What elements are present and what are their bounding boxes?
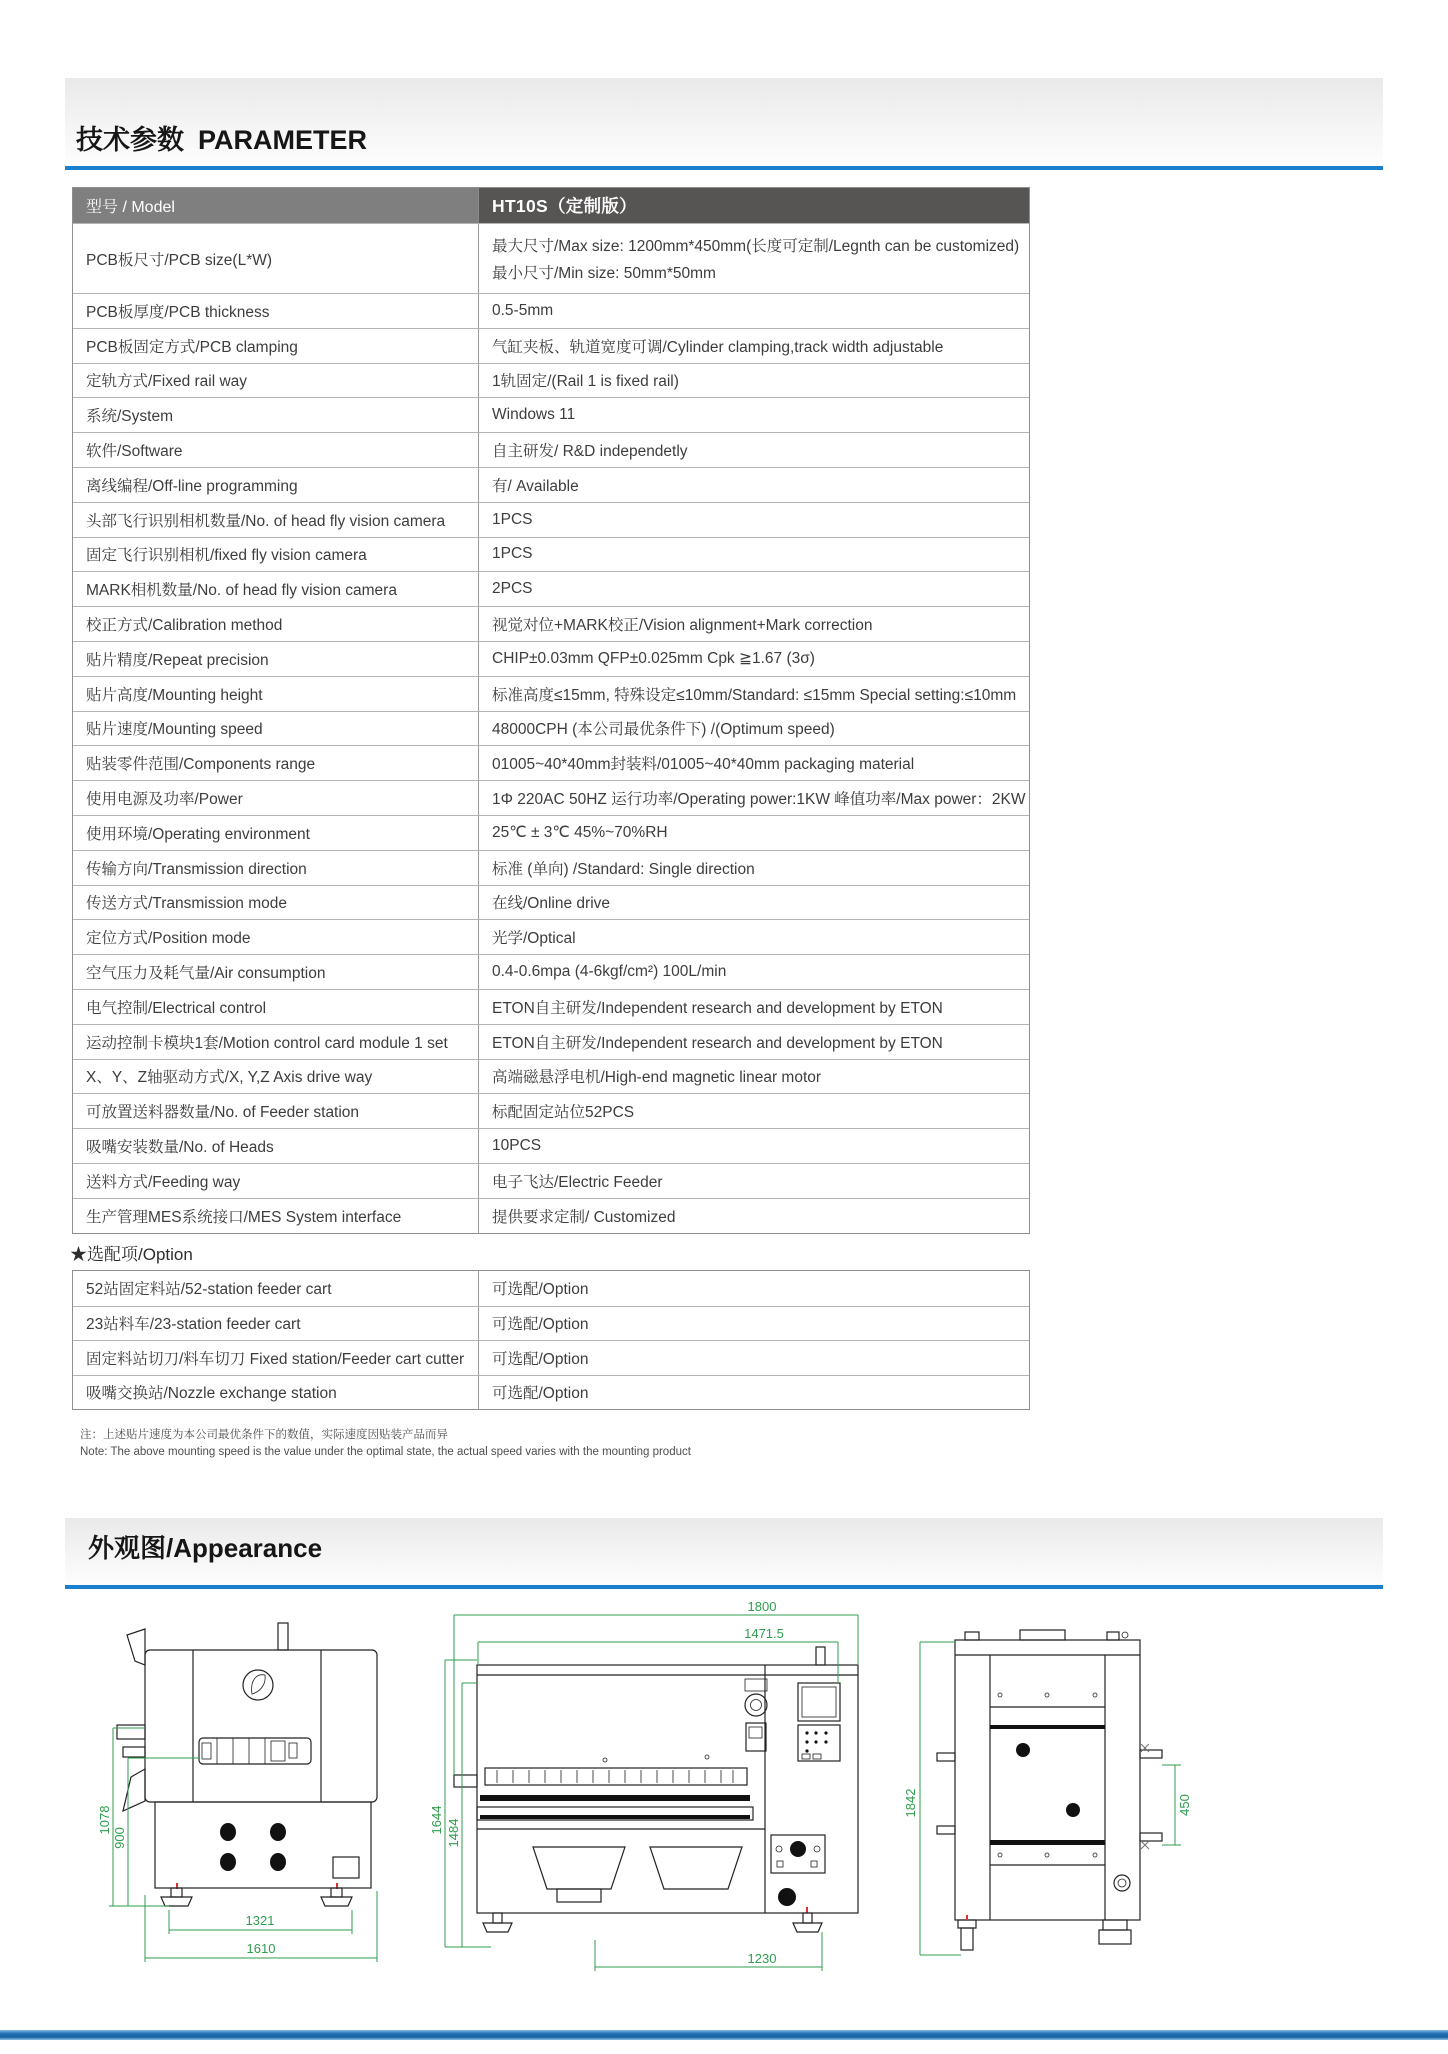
- row-value: ETON自主研发/Independent research and development by ETON: [492, 1034, 943, 1052]
- monitor-icon: [798, 1683, 840, 1721]
- dim-front-width-inner: 1471.5: [744, 1626, 784, 1641]
- row-label: 固定飞行识别相机/fixed fly vision camera: [73, 538, 479, 572]
- row-value: 0.5-5mm: [492, 301, 554, 319]
- parameter-title-rule: [65, 166, 1383, 170]
- parameter-section-title: [76, 118, 367, 157]
- table-row: [73, 1024, 1029, 1059]
- row-label: 离线编程/Off-line programming: [73, 468, 479, 502]
- row-label: 贴片精度/Repeat precision: [73, 642, 479, 676]
- row-value: 有/ Available: [492, 477, 579, 495]
- dim-side-width-outer: 1610: [246, 1941, 276, 1956]
- side-view-dimensions: [97, 1728, 377, 1962]
- row-value: 01005~40*40mm封装料/01005~40*40mm packaging material: [492, 756, 915, 774]
- row-value: 提供要求定制/ Customized: [492, 1208, 676, 1226]
- table-row: [73, 397, 1029, 432]
- row-label: 定位方式/Position mode: [73, 920, 479, 954]
- top-view-dimensions: [903, 1642, 1192, 1955]
- row-label: 生产管理MES系统接口/MES System interface: [73, 1199, 479, 1233]
- table-row: [73, 537, 1029, 572]
- row-label: 传送方式/Transmission mode: [73, 886, 479, 920]
- parameter-title-en: PARAMETER: [198, 125, 368, 155]
- dim-front-height-outer: 1644: [429, 1805, 444, 1835]
- row-label: 使用环境/Operating environment: [73, 816, 479, 850]
- row-value: 1PCS: [492, 510, 533, 528]
- dim-side-height-outer: 1078: [97, 1805, 112, 1835]
- row-value: 气缸夹板、轨道宽度可调/Cylinder clamping,track width adjustable: [492, 338, 944, 356]
- option-row: [73, 1306, 1029, 1341]
- row-label: MARK相机数量/No. of head fly vision camera: [73, 572, 479, 606]
- table-row: [73, 780, 1029, 815]
- model-value-cell: HT10S（定制版）: [479, 188, 1029, 223]
- row-value: 1Φ 220AC 50HZ 运行功率/Operating power:1KW 峰值功率/Max power：2KW: [492, 791, 1026, 809]
- table-row: [73, 1198, 1029, 1233]
- table-row: [73, 1059, 1029, 1094]
- row-value: 高端磁悬浮电机/High-end magnetic linear motor: [492, 1069, 822, 1087]
- row-value: 视觉对位+MARK校正/Vision alignment+Mark correction: [492, 617, 873, 635]
- row-label: 吸嘴安装数量/No. of Heads: [73, 1129, 479, 1163]
- row-label: 头部飞行识别相机数量/No. of head fly vision camera: [73, 503, 479, 537]
- table-row: [73, 432, 1029, 467]
- table-row: [73, 885, 1029, 920]
- table-row: [73, 363, 1029, 398]
- row-label: PCB板固定方式/PCB clamping: [73, 329, 479, 363]
- row-value: 在线/Online drive: [492, 895, 611, 913]
- table-row: [73, 1093, 1029, 1128]
- table-row: [73, 571, 1029, 606]
- table-row: [73, 223, 1029, 293]
- row-label: 定轨方式/Fixed rail way: [73, 364, 479, 398]
- row-label: X、Y、Z轴驱动方式/X, Y,Z Axis drive way: [73, 1060, 479, 1094]
- brand-logo-icon: [243, 1670, 273, 1700]
- row-label: 校正方式/Calibration method: [73, 607, 479, 641]
- table-row: [73, 989, 1029, 1024]
- option-row: [73, 1271, 1029, 1306]
- row-label: 电气控制/Electrical control: [73, 990, 479, 1024]
- emergency-stop-icon: [745, 1694, 767, 1716]
- row-value: 1轨固定/(Rail 1 is fixed rail): [492, 373, 679, 391]
- row-value: 标准 (单向) /Standard: Single direction: [492, 860, 755, 878]
- row-value: CHIP±0.03mm QFP±0.025mm Cpk ≧1.67 (3σ): [492, 650, 815, 668]
- row-value: 0.4-0.6mpa (4-6kgf/cm²) 100L/min: [492, 963, 727, 981]
- row-value: Windows 11: [492, 406, 576, 424]
- row-label: 空气压力及耗气量/Air consumption: [73, 955, 479, 989]
- note-zh: 注：上述贴片速度为本公司最优条件下的数值，实际速度因贴装产品而异: [80, 1429, 448, 1441]
- table-row: [73, 328, 1029, 363]
- option-table: [72, 1270, 1030, 1410]
- machine-front-view-drawing: [454, 1647, 858, 1932]
- table-row: [73, 850, 1029, 885]
- row-value: 光学/Optical: [492, 930, 576, 948]
- row-label: 贴片速度/Mounting speed: [73, 712, 479, 746]
- appearance-title-rule: [65, 1585, 1383, 1589]
- row-value: 1PCS: [492, 545, 533, 563]
- row-label: 贴装零件范围/Components range: [73, 746, 479, 780]
- table-row: [73, 467, 1029, 502]
- row-label: 运动控制卡模块1套/Motion control card module 1 set: [73, 1025, 479, 1059]
- option-row: [73, 1340, 1029, 1375]
- row-value: 25℃ ± 3℃ 45%~70%RH: [492, 824, 668, 842]
- machine-top-view-drawing: [937, 1630, 1162, 1950]
- option-value: 可选配/Option: [492, 1281, 589, 1299]
- footer-stripe: [0, 2030, 1448, 2040]
- leaf-icon: [252, 1675, 266, 1694]
- parameter-title-zh: 技术参数: [76, 125, 184, 155]
- dim-top-height-outer: 1842: [903, 1788, 918, 1818]
- feeder-bank-icon: [485, 1768, 747, 1785]
- option-label: 固定料站切刀/料车切刀 Fixed station/Feeder cart cutter: [73, 1341, 479, 1375]
- dim-side-width-inner: 1321: [245, 1913, 275, 1928]
- option-value: 可选配/Option: [492, 1385, 589, 1403]
- row-value: 标配固定站位52PCS: [492, 1104, 635, 1122]
- row-value: 标准高度≤15mm, 特殊设定≤10mm/Standard: ≤15mm Special setting:≤10mm: [492, 686, 1017, 704]
- row-value: ETON自主研发/Independent research and development by ETON: [492, 999, 943, 1017]
- table-row: [73, 1128, 1029, 1163]
- row-label: 传输方向/Transmission direction: [73, 851, 479, 885]
- row-label: 软件/Software: [73, 433, 479, 467]
- option-label: 23站料车/23-station feeder cart: [73, 1307, 479, 1341]
- control-panel-icon: [798, 1725, 840, 1761]
- parameter-table: [72, 187, 1030, 1234]
- dim-front-width-bottom: 1230: [747, 1951, 777, 1966]
- row-label: 使用电源及功率/Power: [73, 781, 479, 815]
- row-value: 48000CPH (本公司最优条件下) /(Optimum speed): [492, 721, 835, 739]
- dim-front-width-outer: 1800: [747, 1599, 777, 1614]
- row-value: 自主研发/ R&D independetly: [492, 443, 688, 461]
- appearance-section-title: 外观图/Appearance: [88, 1533, 323, 1563]
- option-value: 可选配/Option: [492, 1316, 589, 1334]
- table-row: [73, 815, 1029, 850]
- row-value: 电子飞达/Electric Feeder: [492, 1173, 663, 1191]
- appearance-drawings: [65, 1595, 1385, 2015]
- row-label: 送料方式/Feeding way: [73, 1164, 479, 1198]
- dim-top-width-side: 450: [1177, 1794, 1192, 1816]
- dim-side-height-inner: 900: [112, 1827, 127, 1849]
- table-row: [73, 954, 1029, 989]
- table-row: [73, 606, 1029, 641]
- table-row: [73, 502, 1029, 537]
- row-label: PCB板厚度/PCB thickness: [73, 294, 479, 328]
- row-label: 系统/System: [73, 398, 479, 432]
- row-value-line2: 最小尺寸/Min size: 50mm*50mm: [492, 265, 716, 282]
- table-row: [73, 641, 1029, 676]
- table-row: [73, 676, 1029, 711]
- option-row: [73, 1375, 1029, 1410]
- row-label: 贴片高度/Mounting height: [73, 677, 479, 711]
- option-label: 吸嘴交换站/Nozzle exchange station: [73, 1376, 479, 1410]
- conveyor-rail-icon: [480, 1795, 750, 1801]
- row-value: 2PCS: [492, 580, 533, 598]
- row-label: PCB板尺寸/PCB size(L*W): [73, 224, 479, 293]
- table-row: [73, 745, 1029, 780]
- table-row: [73, 711, 1029, 746]
- machine-side-view-drawing: [117, 1623, 377, 1906]
- row-value: 10PCS: [492, 1137, 542, 1155]
- dim-front-height-inner: 1484: [446, 1818, 461, 1848]
- table-row: [73, 1163, 1029, 1198]
- option-value: 可选配/Option: [492, 1350, 589, 1368]
- note-en: Note: The above mounting speed is the value under the optimal state, the actual speed varies with the mounting product: [80, 1446, 691, 1458]
- model-header-cell: 型号 / Model: [73, 188, 479, 223]
- row-value: [479, 224, 1029, 293]
- table-row: [73, 293, 1029, 328]
- table-header-row: [73, 188, 1029, 223]
- option-label: 52站固定料站/52-station feeder cart: [73, 1271, 479, 1306]
- option-section-title: ★选配项/Option: [70, 1245, 193, 1264]
- table-row: [73, 919, 1029, 954]
- row-label: 可放置送料器数量/No. of Feeder station: [73, 1094, 479, 1128]
- row-value-line1: 最大尺寸/Max size: 1200mm*450mm(长度可定制/Legnth can be customized): [492, 238, 1020, 255]
